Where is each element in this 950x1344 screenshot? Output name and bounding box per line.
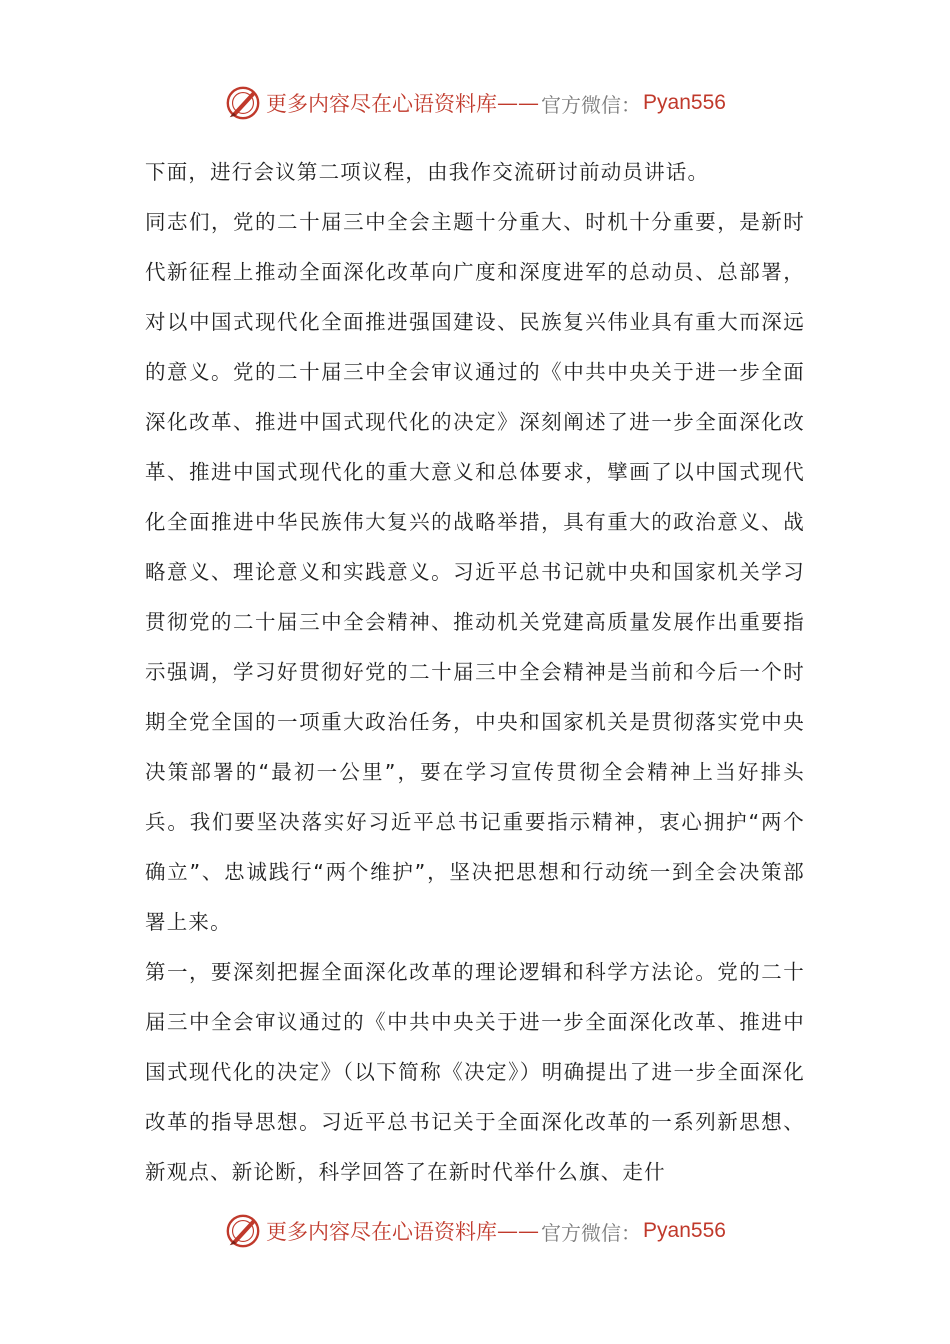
pen-nib-logo-icon <box>224 1212 262 1250</box>
banner-dash: —— <box>497 91 540 115</box>
wechat-id: Pyan556 <box>643 91 726 114</box>
banner-title: 更多内容尽在心语资料库 <box>266 1220 498 1244</box>
footer-banner <box>0 1206 950 1256</box>
document-body <box>145 147 805 1197</box>
wechat-id: Pyan556 <box>643 1219 726 1242</box>
wechat-label: 官方微信： <box>541 92 642 117</box>
wechat-label: 官方微信： <box>541 1220 642 1245</box>
paragraph-3: 第一，要深刻把握全面深化改革的理论逻辑和科学方法论。党的二十届三中全会审议通过的《中共中央关于进一步全面深化改革、推进中国式现代化的决定》（以下简称《决定》）明确提出了进一步全面深化改革的指导思想。习近平总书记关于全面深化改革的一系列新思想、新观点、新论断，科学回答了在新时代举什么旗、走什 <box>145 960 805 1184</box>
paragraph-2: 同志们，党的二十届三中全会主题十分重大、时机十分重要，是新时代新征程上推动全面深化改革向广度和深度进军的总动员、总部署，对以中国式现代化全面推进强国建设、民族复兴伟业具有重大而深远的意义。党的二十届三中全会审议通过的《中共中央关于进一步全面深化改革、推进中国式现代化的决定》深刻阐述了进一步全面深化改革、推进中国式现代化的重大意义和总体要求，擘画了以中国式现代化全面推进中华民族伟大复兴的战略举措，具有重大的政治意义、战略意义、理论意义和实践意义。习近平总书记就中央和国家机关学习贯彻党的二十届三中全会精神、推动机关党建高质量发展作出重要指示强调，学习好贯彻好党的二十届三中全会精神是当前和今后一个时期全党全国的一项重大政治任务，中央和国家机关是贯彻落实党中央决策部署的“最初一公里”，要在学习宣传贯彻全会精神上当好排头兵。我们要坚决落实好习近平总书记重要指示精神，衷心拥护“两个确立”、忠诚践行“两个维护”，坚决把思想和行动统一到全会决策部署上来。 <box>145 210 805 934</box>
header-banner <box>0 78 950 128</box>
pen-nib-logo-icon <box>224 84 262 122</box>
banner-dash: —— <box>497 1219 540 1243</box>
paragraph-1: 下面，进行会议第二项议程，由我作交流研讨前动员讲话。 <box>145 160 710 184</box>
banner-title: 更多内容尽在心语资料库 <box>266 92 498 116</box>
